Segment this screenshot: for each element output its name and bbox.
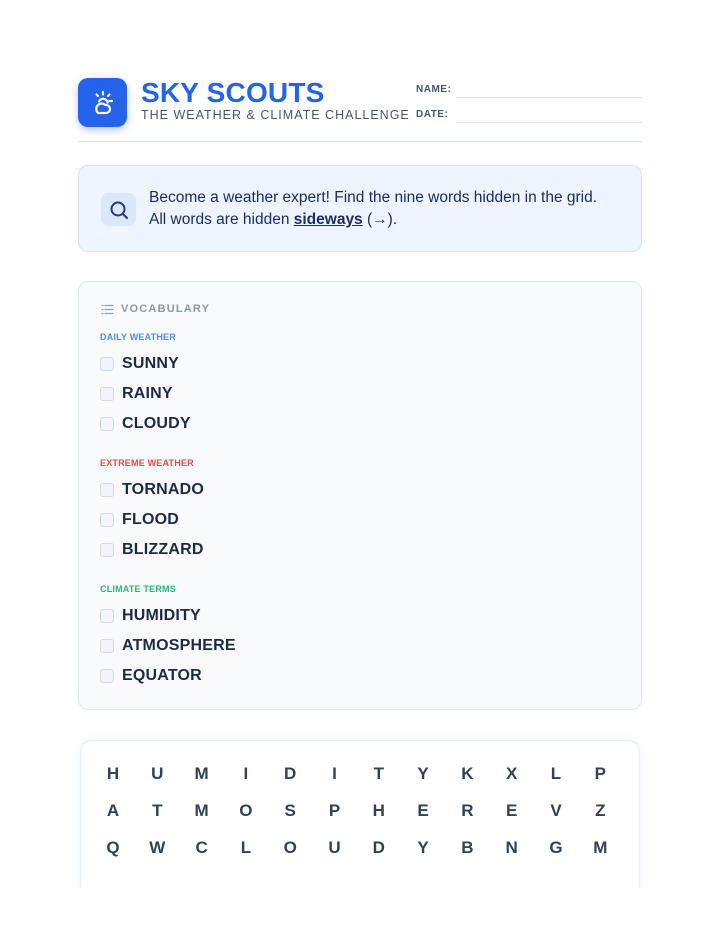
grid-letter[interactable]: T <box>373 764 384 783</box>
word-checkbox[interactable] <box>100 609 114 623</box>
word-checkbox[interactable] <box>100 357 114 371</box>
word-checkbox[interactable] <box>100 417 114 431</box>
grid-letter[interactable]: N <box>505 838 518 857</box>
grid-letter[interactable]: M <box>593 838 608 857</box>
vocabulary-heading <box>101 303 210 315</box>
grid-letter[interactable]: B <box>461 838 474 857</box>
vocabulary-title: VOCABULARY <box>121 303 211 315</box>
word-label: HUMIDITY <box>122 607 201 624</box>
instructions-text <box>149 187 625 231</box>
sideways-emphasis: sideways <box>293 211 363 228</box>
word-label: SUNNY <box>122 355 180 372</box>
word-checkbox[interactable] <box>100 483 114 497</box>
name-field[interactable] <box>416 82 642 102</box>
instructions-line-2 <box>149 209 625 231</box>
grid-letter[interactable]: W <box>149 838 166 857</box>
worksheet-header <box>78 78 642 142</box>
brand-title: SKY SCOUTS <box>141 77 325 108</box>
grid-letter[interactable]: E <box>506 801 518 820</box>
date-line[interactable] <box>456 122 642 123</box>
name-line[interactable] <box>456 97 642 98</box>
search-icon <box>101 193 136 226</box>
grid-letter[interactable]: X <box>506 764 518 783</box>
name-label: NAME: <box>416 84 452 95</box>
letter-grid <box>80 740 640 910</box>
word-item[interactable] <box>100 414 191 434</box>
word-label: EQUATOR <box>122 667 202 684</box>
grid-letter[interactable]: Q <box>106 838 120 857</box>
grid-row <box>81 799 640 823</box>
grid-letter[interactable]: S <box>284 801 296 820</box>
instructions-prefix: All words are hidden <box>149 211 294 228</box>
word-item[interactable] <box>100 354 179 374</box>
word-label: TORNADO <box>122 481 204 498</box>
category-climate-terms: CLIMATE TERMS <box>100 584 176 594</box>
word-item[interactable] <box>100 540 204 560</box>
word-checkbox[interactable] <box>100 669 114 683</box>
sun-cloud-icon <box>78 78 127 127</box>
grid-row <box>81 836 640 860</box>
grid-letter[interactable]: A <box>106 801 120 820</box>
grid-letter[interactable]: T <box>152 801 163 820</box>
grid-letter[interactable]: C <box>195 838 208 857</box>
date-label: DATE: <box>416 109 449 120</box>
grid-letter[interactable]: H <box>372 801 385 820</box>
word-item[interactable] <box>100 480 204 500</box>
word-item[interactable] <box>100 636 236 656</box>
word-checkbox[interactable] <box>100 387 114 401</box>
grid-letter[interactable]: V <box>550 801 562 820</box>
grid-letter[interactable]: H <box>106 764 120 783</box>
word-checkbox[interactable] <box>100 543 114 557</box>
grid-letter[interactable]: O <box>239 801 253 820</box>
grid-letter[interactable]: D <box>284 764 297 783</box>
word-item[interactable] <box>100 384 173 404</box>
grid-letter[interactable]: R <box>461 801 474 820</box>
grid-letter[interactable]: Z <box>595 801 606 820</box>
grid-row <box>81 762 640 786</box>
word-label: FLOOD <box>122 511 179 528</box>
list-icon <box>101 304 114 315</box>
instructions-box <box>78 165 642 252</box>
brand-subtitle: THE WEATHER & CLIMATE CHALLENGE <box>141 108 410 122</box>
category-extreme-weather: EXTREME WEATHER <box>100 458 194 468</box>
word-label: RAINY <box>122 385 173 402</box>
grid-letter[interactable]: K <box>461 764 474 783</box>
category-daily-weather: DAILY WEATHER <box>100 332 176 342</box>
word-label: CLOUDY <box>122 415 191 432</box>
grid-letter[interactable]: G <box>549 838 563 857</box>
word-item[interactable] <box>100 606 201 626</box>
word-item[interactable] <box>100 666 202 686</box>
instructions-line-1: Become a weather expert! Find the nine words hidden in the grid. <box>149 189 598 206</box>
grid-letter[interactable]: U <box>151 764 164 783</box>
word-checkbox[interactable] <box>100 513 114 527</box>
grid-letter[interactable]: L <box>240 838 252 857</box>
grid-letter[interactable]: Y <box>417 838 429 857</box>
vocabulary-panel <box>78 281 642 710</box>
grid-letter[interactable]: M <box>194 801 209 820</box>
grid-letter[interactable]: Y <box>417 764 429 783</box>
grid-letter[interactable]: P <box>594 764 606 783</box>
date-field[interactable] <box>416 107 642 127</box>
instructions-suffix: (→). <box>362 211 398 228</box>
word-checkbox[interactable] <box>100 639 114 653</box>
page-bottom-cutoff <box>0 888 720 932</box>
grid-letter[interactable]: M <box>194 764 209 783</box>
grid-letter[interactable]: I <box>243 764 249 783</box>
grid-letter[interactable]: P <box>328 801 341 820</box>
grid-letter[interactable]: O <box>283 838 297 857</box>
grid-letter[interactable]: L <box>550 764 562 783</box>
header-divider <box>78 141 642 142</box>
word-label: ATMOSPHERE <box>122 637 236 654</box>
grid-letter[interactable]: D <box>372 838 385 857</box>
word-item[interactable] <box>100 510 179 530</box>
grid-letter[interactable]: I <box>332 764 337 783</box>
grid-letter[interactable]: U <box>328 838 341 857</box>
grid-letter[interactable]: E <box>417 801 429 820</box>
word-label: BLIZZARD <box>122 541 204 558</box>
